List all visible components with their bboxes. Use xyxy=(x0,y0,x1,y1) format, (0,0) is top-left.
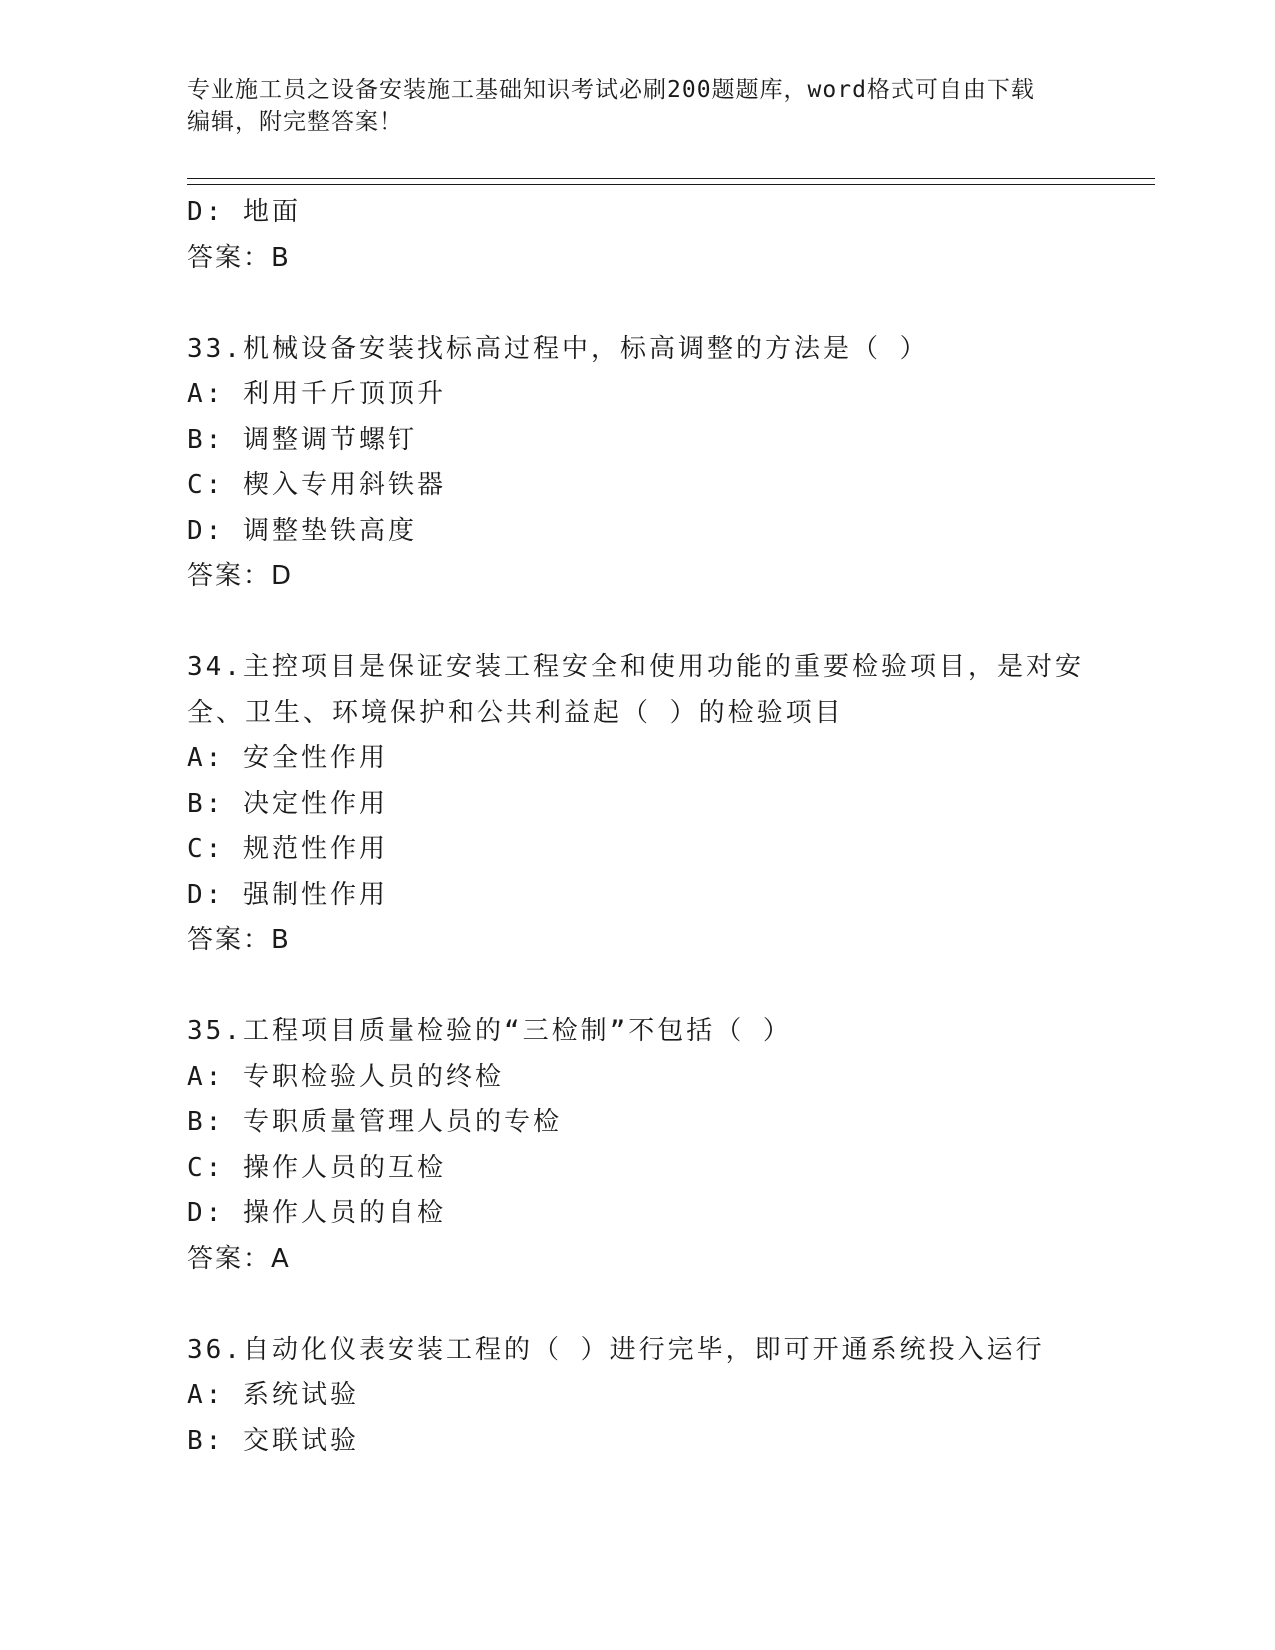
option-c: C: 楔入专用斜铁器 xyxy=(187,470,446,500)
question-36 xyxy=(187,1328,1107,1465)
question-33 xyxy=(187,327,1107,600)
option-c: C: 操作人员的互检 xyxy=(187,1152,446,1183)
question-34 xyxy=(187,645,1107,964)
option-a: A: 专职检验人员的终检 xyxy=(187,1061,504,1092)
header-divider-top xyxy=(187,178,1155,179)
option-d: D: 调整垫铁高度 xyxy=(187,515,417,546)
option-b: B: 决定性作用 xyxy=(187,788,388,819)
question-stem: 36.自动化仪表安装工程的（ ）进行完毕，即可开通系统投入运行 xyxy=(187,1334,1045,1365)
question-35 xyxy=(187,1009,1107,1282)
answer-line: 答案：B xyxy=(187,242,291,273)
option-a: A: 安全性作用 xyxy=(187,743,388,773)
previous-question-tail xyxy=(187,190,1107,281)
option-b: B: 专职质量管理人员的专检 xyxy=(187,1107,562,1137)
option-d: D: 强制性作用 xyxy=(187,879,388,910)
header-title-line-2: 编辑，附完整答案！ xyxy=(187,109,403,135)
question-stem-line-2: 全、卫生、环境保护和公共利益起（ ）的检验项目 xyxy=(187,697,844,728)
option-a: A: 利用千斤顶顶升 xyxy=(187,379,446,409)
option-b: B: 交联试验 xyxy=(187,1425,359,1456)
answer-line: 答案：D xyxy=(187,561,294,591)
header-divider-bottom xyxy=(187,184,1155,185)
question-stem-line-1: 34.主控项目是保证安装工程安全和使用功能的重要检验项目，是对安 xyxy=(187,652,1084,682)
spacer xyxy=(187,1282,1107,1328)
option-d: D: 操作人员的自检 xyxy=(187,1198,446,1228)
spacer xyxy=(187,600,1107,646)
question-stem: 35.工程项目质量检验的“三检制”不包括（ ） xyxy=(187,1016,792,1046)
option-a: A: 系统试验 xyxy=(187,1380,359,1410)
spacer xyxy=(187,281,1107,327)
option-b: B: 调整调节螺钉 xyxy=(187,424,417,455)
answer-line: 答案：B xyxy=(187,925,291,955)
question-stem: 33.机械设备安装找标高过程中，标高调整的方法是（ ） xyxy=(187,333,929,364)
option-d: D: 地面 xyxy=(187,197,301,227)
document-header xyxy=(187,74,1087,138)
answer-line: 答案：A xyxy=(187,1243,291,1274)
option-c: C: 规范性作用 xyxy=(187,834,388,864)
document-body xyxy=(187,190,1107,1464)
header-title-line-1: 专业施工员之设备安装施工基础知识考试必刷200题题库，word格式可自由下载 xyxy=(187,77,1035,103)
spacer xyxy=(187,964,1107,1010)
